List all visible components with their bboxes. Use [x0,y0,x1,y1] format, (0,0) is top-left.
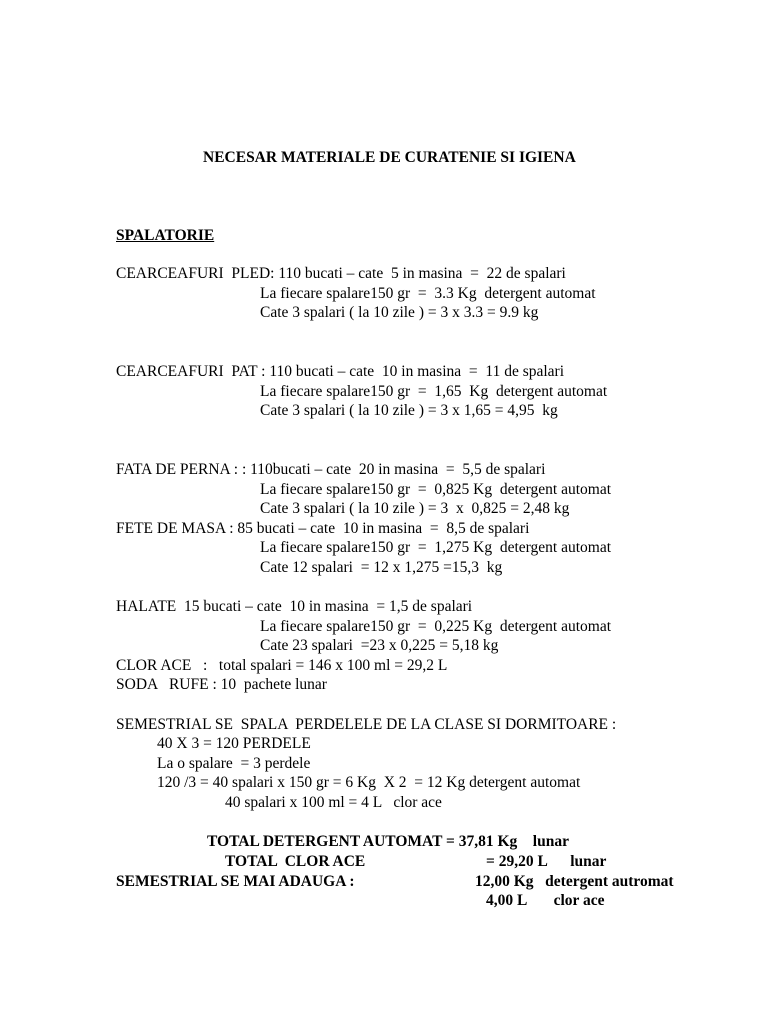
semestrial-adauga-value-1: 12,00 Kg detergent autromat [475,873,674,890]
halate-line-2: La fiecare spalare150 gr = 0,225 Kg detergent automat [260,618,612,635]
semestrial-adauga-value-2: 4,00 L clor ace [486,892,605,909]
masa-line-1: FETE DE MASA : 85 bucati – cate 10 in masina = 8,5 de spalari [116,520,530,537]
masa-line-3: Cate 12 spalari = 12 x 1,275 =15,3 kg [260,559,503,576]
perna-line-3: Cate 3 spalari ( la 10 zile ) = 3 x 0,825 = 2,48 kg [260,500,570,517]
total-detergent: TOTAL DETERGENT AUTOMAT = 37,81 Kg lunar [207,833,569,850]
halate-line-1: HALATE 15 bucati – cate 10 in masina = 1,5 de spalari [116,598,473,615]
perna-line-2: La fiecare spalare150 gr = 0,825 Kg detergent automat [260,481,612,498]
clor-ace-line: CLOR ACE : total spalari = 146 x 100 ml = 29,2 L [116,657,448,674]
masa-line-2: La fiecare spalare150 gr = 1,275 Kg detergent automat [260,539,612,556]
pled-line-2: La fiecare spalare150 gr = 3.3 Kg detergent automat [260,285,596,302]
halate-line-3: Cate 23 spalari =23 x 0,225 = 5,18 kg [260,637,499,654]
soda-rufe-line: SODA RUFE : 10 pachete lunar [116,676,327,693]
section-heading: SPALATORIE [116,227,215,244]
pled-line-3: Cate 3 spalari ( la 10 zile ) = 3 x 3.3 = 9.9 kg [260,304,539,321]
document-title: NECESAR MATERIALE DE CURATENIE SI IGIENA [203,149,576,166]
semestrial-heading: SEMESTRIAL SE SPALA PERDELELE DE LA CLASE SI DORMITOARE : [116,716,617,733]
pat-line-2: La fiecare spalare150 gr = 1,65 Kg detergent automat [260,383,608,400]
pled-line-1: CEARCEAFURI PLED: 110 bucati – cate 5 in masina = 22 de spalari [116,265,566,282]
total-clor-label: TOTAL CLOR ACE [225,853,366,870]
total-clor-value: = 29,20 L lunar [486,853,607,870]
perna-line-1: FATA DE PERNA : : 110bucati – cate 20 in masina = 5,5 de spalari [116,461,546,478]
pat-line-1: CEARCEAFURI PAT : 110 bucati – cate 10 in masina = 11 de spalari [116,363,565,380]
semestrial-line-1: 40 X 3 = 120 PERDELE [157,735,311,752]
pat-line-3: Cate 3 spalari ( la 10 zile ) = 3 x 1,65 = 4,95 kg [260,402,558,419]
semestrial-line-3: 120 /3 = 40 spalari x 150 gr = 6 Kg X 2 = 12 Kg detergent automat [157,774,581,791]
semestrial-adauga-label: SEMESTRIAL SE MAI ADAUGA : [116,873,355,890]
semestrial-line-4: 40 spalari x 100 ml = 4 L clor ace [225,794,442,811]
semestrial-line-2: La o spalare = 3 perdele [157,755,311,772]
